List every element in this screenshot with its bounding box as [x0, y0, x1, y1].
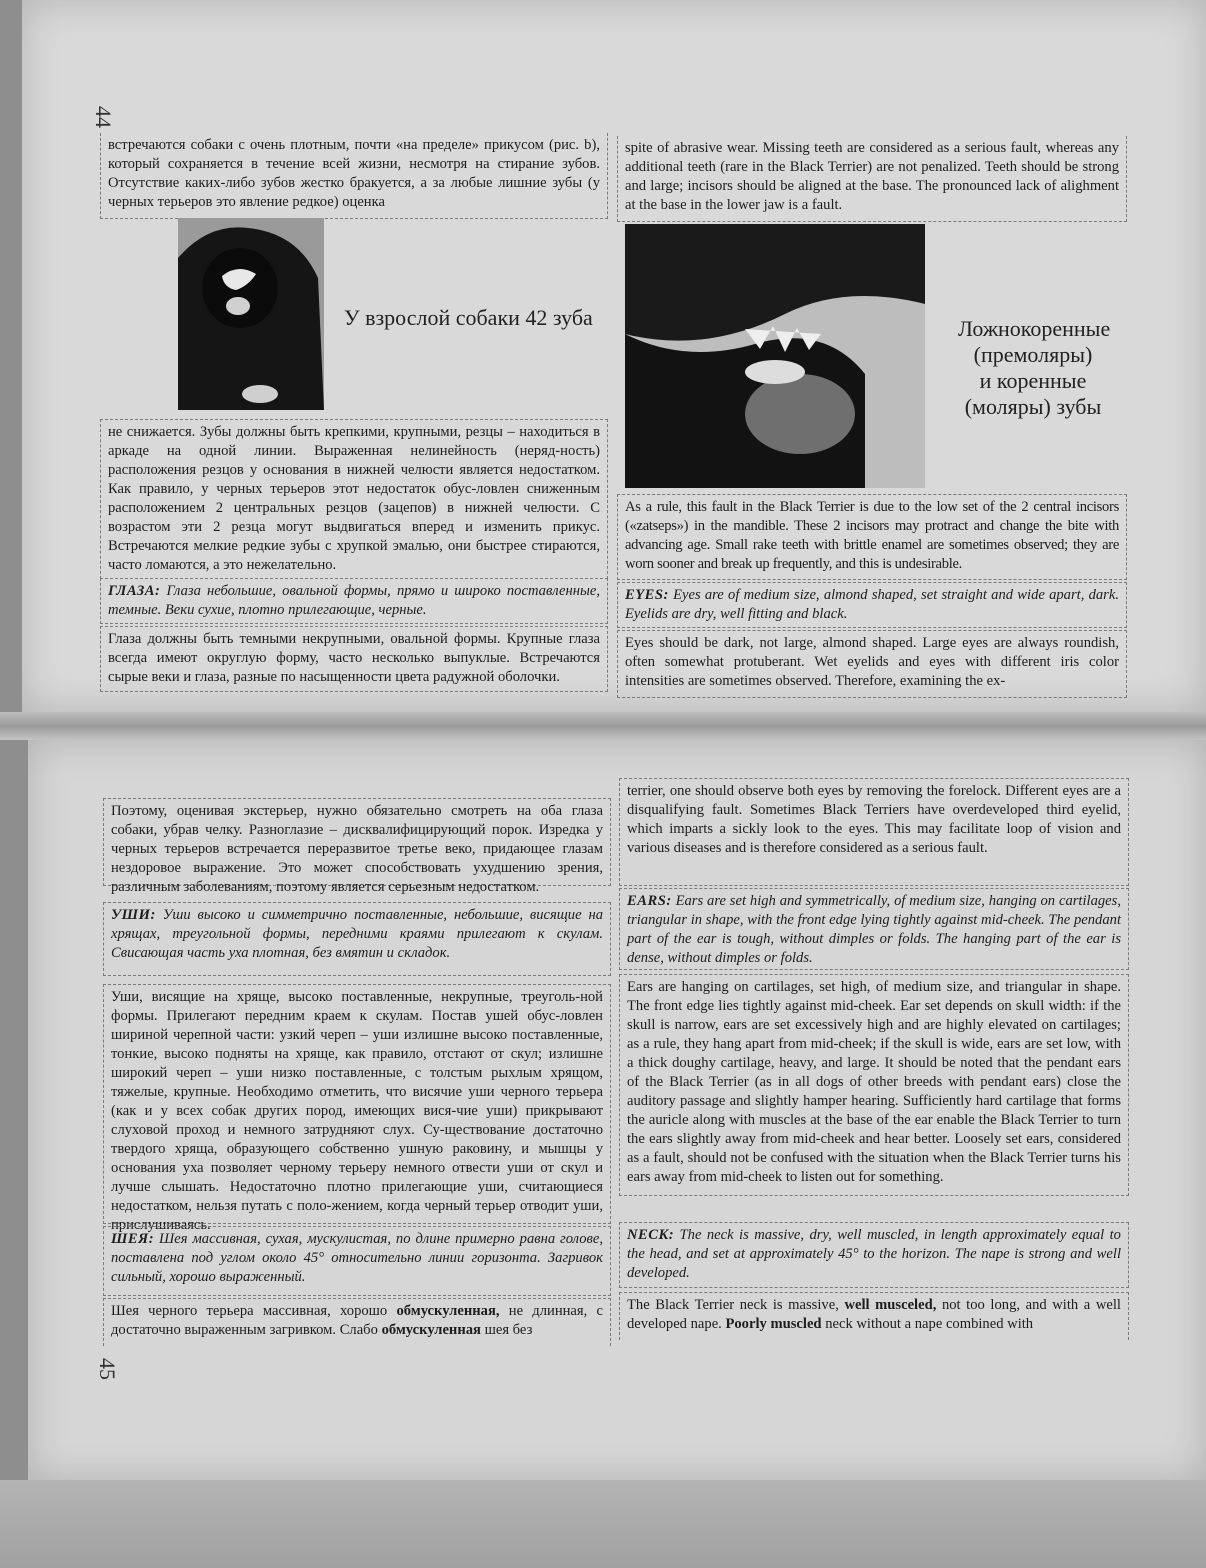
en-neck-standard-text: The neck is massive, dry, well muscled, in length approximately equal to the head, and set at approximately 45° to the horizon. The nape is strong and well developed. [627, 1227, 1121, 1281]
ru-molars-caption-line-4: (моляры) зубы [964, 394, 1102, 419]
ru-ears-standard-text: Уши высоко и симметрично поставленные, небольшие, висящие на хрящах, треугольной формы, передними краями прилегают к скулам. Свисающая часть уха плотная, без вмятин и складок. [111, 907, 603, 961]
en-neck-text-part-3: neck without a nape combined with [821, 1316, 1034, 1332]
page-bottom-edge [0, 1480, 1206, 1568]
en-neck-text-part-2: not too long, and with a well developed nape. [627, 1297, 1121, 1332]
dog-bite-photo [178, 218, 324, 410]
dog-bite-image [178, 218, 324, 410]
en-eyes-standard [617, 582, 1127, 628]
en-neck-bold-1: well musceled, [844, 1297, 937, 1313]
ru-eyes-standard [100, 578, 608, 624]
en-ears-standard [619, 888, 1129, 970]
ru-neck-bold-2: обмускуленная [381, 1322, 481, 1338]
ru-ears-lead: УШИ: [111, 907, 156, 923]
en-ears-text: Ears are hanging on cartilages, set high, of medium size, and triangular in shape. The front edge lies tightly against mid-cheek. Ear set depends on skull width: if the skull is narrow, ears are set excessively high and are highly elevated on cartilages; as a rule, they hang apart from mid-cheek; if the skull is wide, ears are set low, with a thick doughy cartilage, heavy, and large. It should be noted that the pendant ears of the Black Terrier (as in all dogs of other breeds with pendant ears) close the auditory passage and slightly hamper hearing. Sufficiently hard cartilage that forms the auricle along with muscles at the base of the ear enable the Black Terrier to turn the ears slightly away from mid-cheek and hear better. Loosely set ears, considered as a fault, should not be confused with the situation when the Black Terrier turns his ears away from mid-cheek to listen out for something. [619, 974, 1129, 1196]
en-eyes-standard-text: Eyes are of medium size, almond shaped, set straight and wide apart, dark. Eyelids are dry, well fitting and black. [625, 587, 1119, 622]
ru-neck-text-part-2: не длинная, с достаточно выраженным загривком. Слабо [111, 1303, 604, 1338]
ru-molars-caption-line-1: Ложнокоренные [958, 316, 1111, 341]
en-neck-bold-2: Poorly muscled [725, 1316, 822, 1332]
ru-molars-caption-line-3: и коренные [979, 368, 1087, 393]
en-neck-lead: NECK: [627, 1227, 675, 1243]
en-fault-text: As a rule, this fault in the Black Terrier is due to the low set of the 2 central incisors («zatseps») in the mandible. These 2 incisors may protract and change the bite with advancing age. Small rake teeth with brittle enamel are sometimes observed; they are worn sooner and break up frequently, and this is undesirable. [617, 494, 1127, 580]
ru-eyes-cont: Поэтому, оценивая экстерьер, нужно обязательно смотреть на оба глаза собаки, убрав челку. Разноглазие – дисквалифицирующий порок. Изредка у черных терьеров встречается переразвитое третье веко, придающее глазам нездоровое выражение. Это может способствовать ухудшению зрения, различным заболеваниям, поэтому является серьезным недостатком. [103, 798, 611, 886]
ru-photo-caption: У взрослой собаки 42 зуба [344, 305, 593, 330]
ru-neck-lead: ШЕЯ: [111, 1231, 155, 1247]
en-neck-text [619, 1292, 1129, 1340]
ru-neck-text-part-1: Шея черного терьера массивная, хорошо [111, 1303, 397, 1319]
en-ears-lead: EARS: [627, 893, 672, 909]
en-neck-text-part-1: The Black Terrier neck is massive, [627, 1297, 845, 1313]
ru-eyes-text: Глаза должны быть темными некрупными, овальной формы. Крупные глаза всегда имеют округлую форму, часто несколько выпуклые. Встречаются сырые веки и глаза, разные по насыщенности цвета радужной оболочки. [100, 626, 608, 692]
molars-photo [625, 224, 925, 488]
page-gutter [0, 712, 1206, 740]
ru-ears-standard [103, 902, 611, 976]
molars-image [625, 224, 925, 488]
page-number-45: 45 [95, 1358, 120, 1380]
ru-eyes-standard-text: Глаза небольшие, овальной формы, прямо и широко поставленные, темные. Веки сухие, плотно прилегающие, черные. [108, 583, 600, 618]
ru-neck-text [103, 1298, 611, 1346]
en-teeth-text: spite of abrasive wear. Missing teeth are considered as a serious fault, whereas any additional teeth (rare in the Black Terrier) are not penalized. Teeth should be strong and large; incisors should be aligned at the base. The pronounced lack of alighment at the base in the lower jaw is a fault. [617, 136, 1127, 222]
ru-molars-caption-line-2: (премоляры) [973, 342, 1093, 367]
en-eyes-lead: EYES: [625, 587, 669, 603]
en-eyes-cont: terrier, one should observe both eyes by removing the forelock. Different eyes are a disqualifying fault. Sometimes Black Terriers have overdeveloped third eyelid, which imparts a sickly look to the eyes. This may facilitate loop of vision and various diseases and is therefore considered as a serious fault. [619, 778, 1129, 886]
ru-neck-standard [103, 1226, 611, 1296]
ru-neck-text-part-3: шея без [480, 1322, 533, 1338]
ru-neck-standard-text: Шея массивная, сухая, мускулистая, по длине примерно равна голове, поставлена под углом около 45° относительно линии горизонта. Загривок сильный, хорошо выраженный. [111, 1231, 603, 1285]
en-eyes-text: Eyes should be dark, not large, almond shaped. Large eyes are always roundish, often somewhat protuberant. Wet eyelids and eyes with different iris color intensities are sometimes observed. Therefore, examining the ex- [617, 630, 1127, 698]
ru-eyes-lead: ГЛАЗА: [108, 583, 161, 599]
ru-molars-caption [958, 316, 1111, 420]
en-neck-standard [619, 1222, 1129, 1288]
ru-bite-text: встречаются собаки с очень плотным, почти «на пределе» прикусом (рис. b), который сохраняется в течение всей жизни, несмотря на стирание зубов. Отсутствие каких-либо зубов жестко бракуется, а за любые лишние зубы (у черных терьеров это явление редкое) оценка [100, 133, 608, 219]
en-ears-standard-text: Ears are set high and symmetrically, of medium size, hanging on cartilages, triangular in shape, with the front edge lying tightly against mid-cheek. The pendant part of the ear is tough, without dimples or folds. The hanging part of the ear is dense, without dimples or folds. [627, 893, 1121, 966]
ru-teeth-text: не снижается. Зубы должны быть крепкими, крупными, резцы – находиться в аркаде на одной линии. Выраженная нелинейность (неряд-ность) расположения резцов у основания в нижней челюсти является недостатком. Как правило, у черных терьеров этот недостаток обус-ловлен сниженным расположением 2 центральных резцов (зацепов) в нижней челюсти. С возрастом эти 2 резца могут выдвигаться вперед и изменить прикус. Встречаются мелкие редкие зубы с хрупкой эмалью, они быстрее стираются, часто ломаются, а это нежелательно. [100, 419, 608, 579]
ru-ears-text: Уши, висящие на хряще, высоко поставленные, некрупные, треуголь-ной формы. Прилегают передним краем к скулам. Постав ушей обус-ловлен шириной черепной части: узкий череп – уши излишне высоко поставленные, тонкие, высоко подняты на хряще, как правило, отстают от скул; излишне широкий череп – уши низко поставленные, с толстым рыхлым хрящом, тяжелые, крупные. Необходимо отметить, что висячие уши черного терьера (как и у всех собак других пород, имеющих вися-чие уши) прикрывают слуховой проход и немного затрудняют слух. Су-ществование достаточно твердого хряща, образующего собственно ушную раковину, и мышцы у основания уха позволяет черному терьеру немного отвести уши от скул и лучше слышать. Недостаточно плотно прилегающие уши, считающиеся недостатком, нельзя путать с поло-жением, когда черный терьер отводит уши, прислушиваясь. [103, 984, 611, 1224]
ru-neck-bold-1: обмускуленная, [396, 1303, 500, 1319]
page-number-44: 44 [91, 106, 116, 128]
